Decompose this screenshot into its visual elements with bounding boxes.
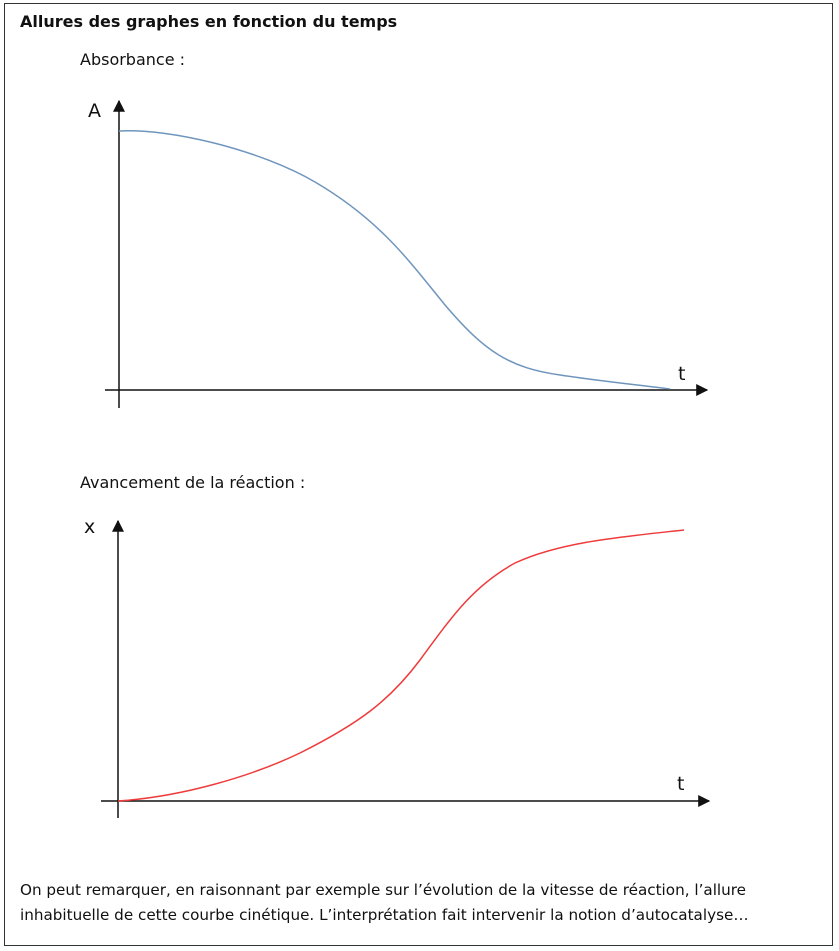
absorbance-curve (119, 131, 670, 389)
absorbance-y-label: A (88, 100, 101, 122)
advancement-chart (84, 516, 709, 818)
advancement-x-label: t (677, 773, 685, 795)
advancement-y-label: x (84, 516, 96, 538)
absorbance-caption: Absorbance : (80, 50, 186, 69)
advancement-caption: Avancement de la réaction : (80, 473, 306, 492)
page-title: Allures des graphes en fonction du temps (20, 12, 398, 31)
absorbance-x-label: t (678, 363, 686, 385)
absorbance-chart (88, 100, 707, 408)
advancement-curve (118, 530, 684, 801)
interpretation-note: On peut remarquer, en raisonnant par exemple sur l’évolution de la vitesse de réaction, l’allure inhabituelle de cette courbe cinétique. L’interprétation fait intervenir la notion d’autocatalyse… (20, 881, 749, 924)
